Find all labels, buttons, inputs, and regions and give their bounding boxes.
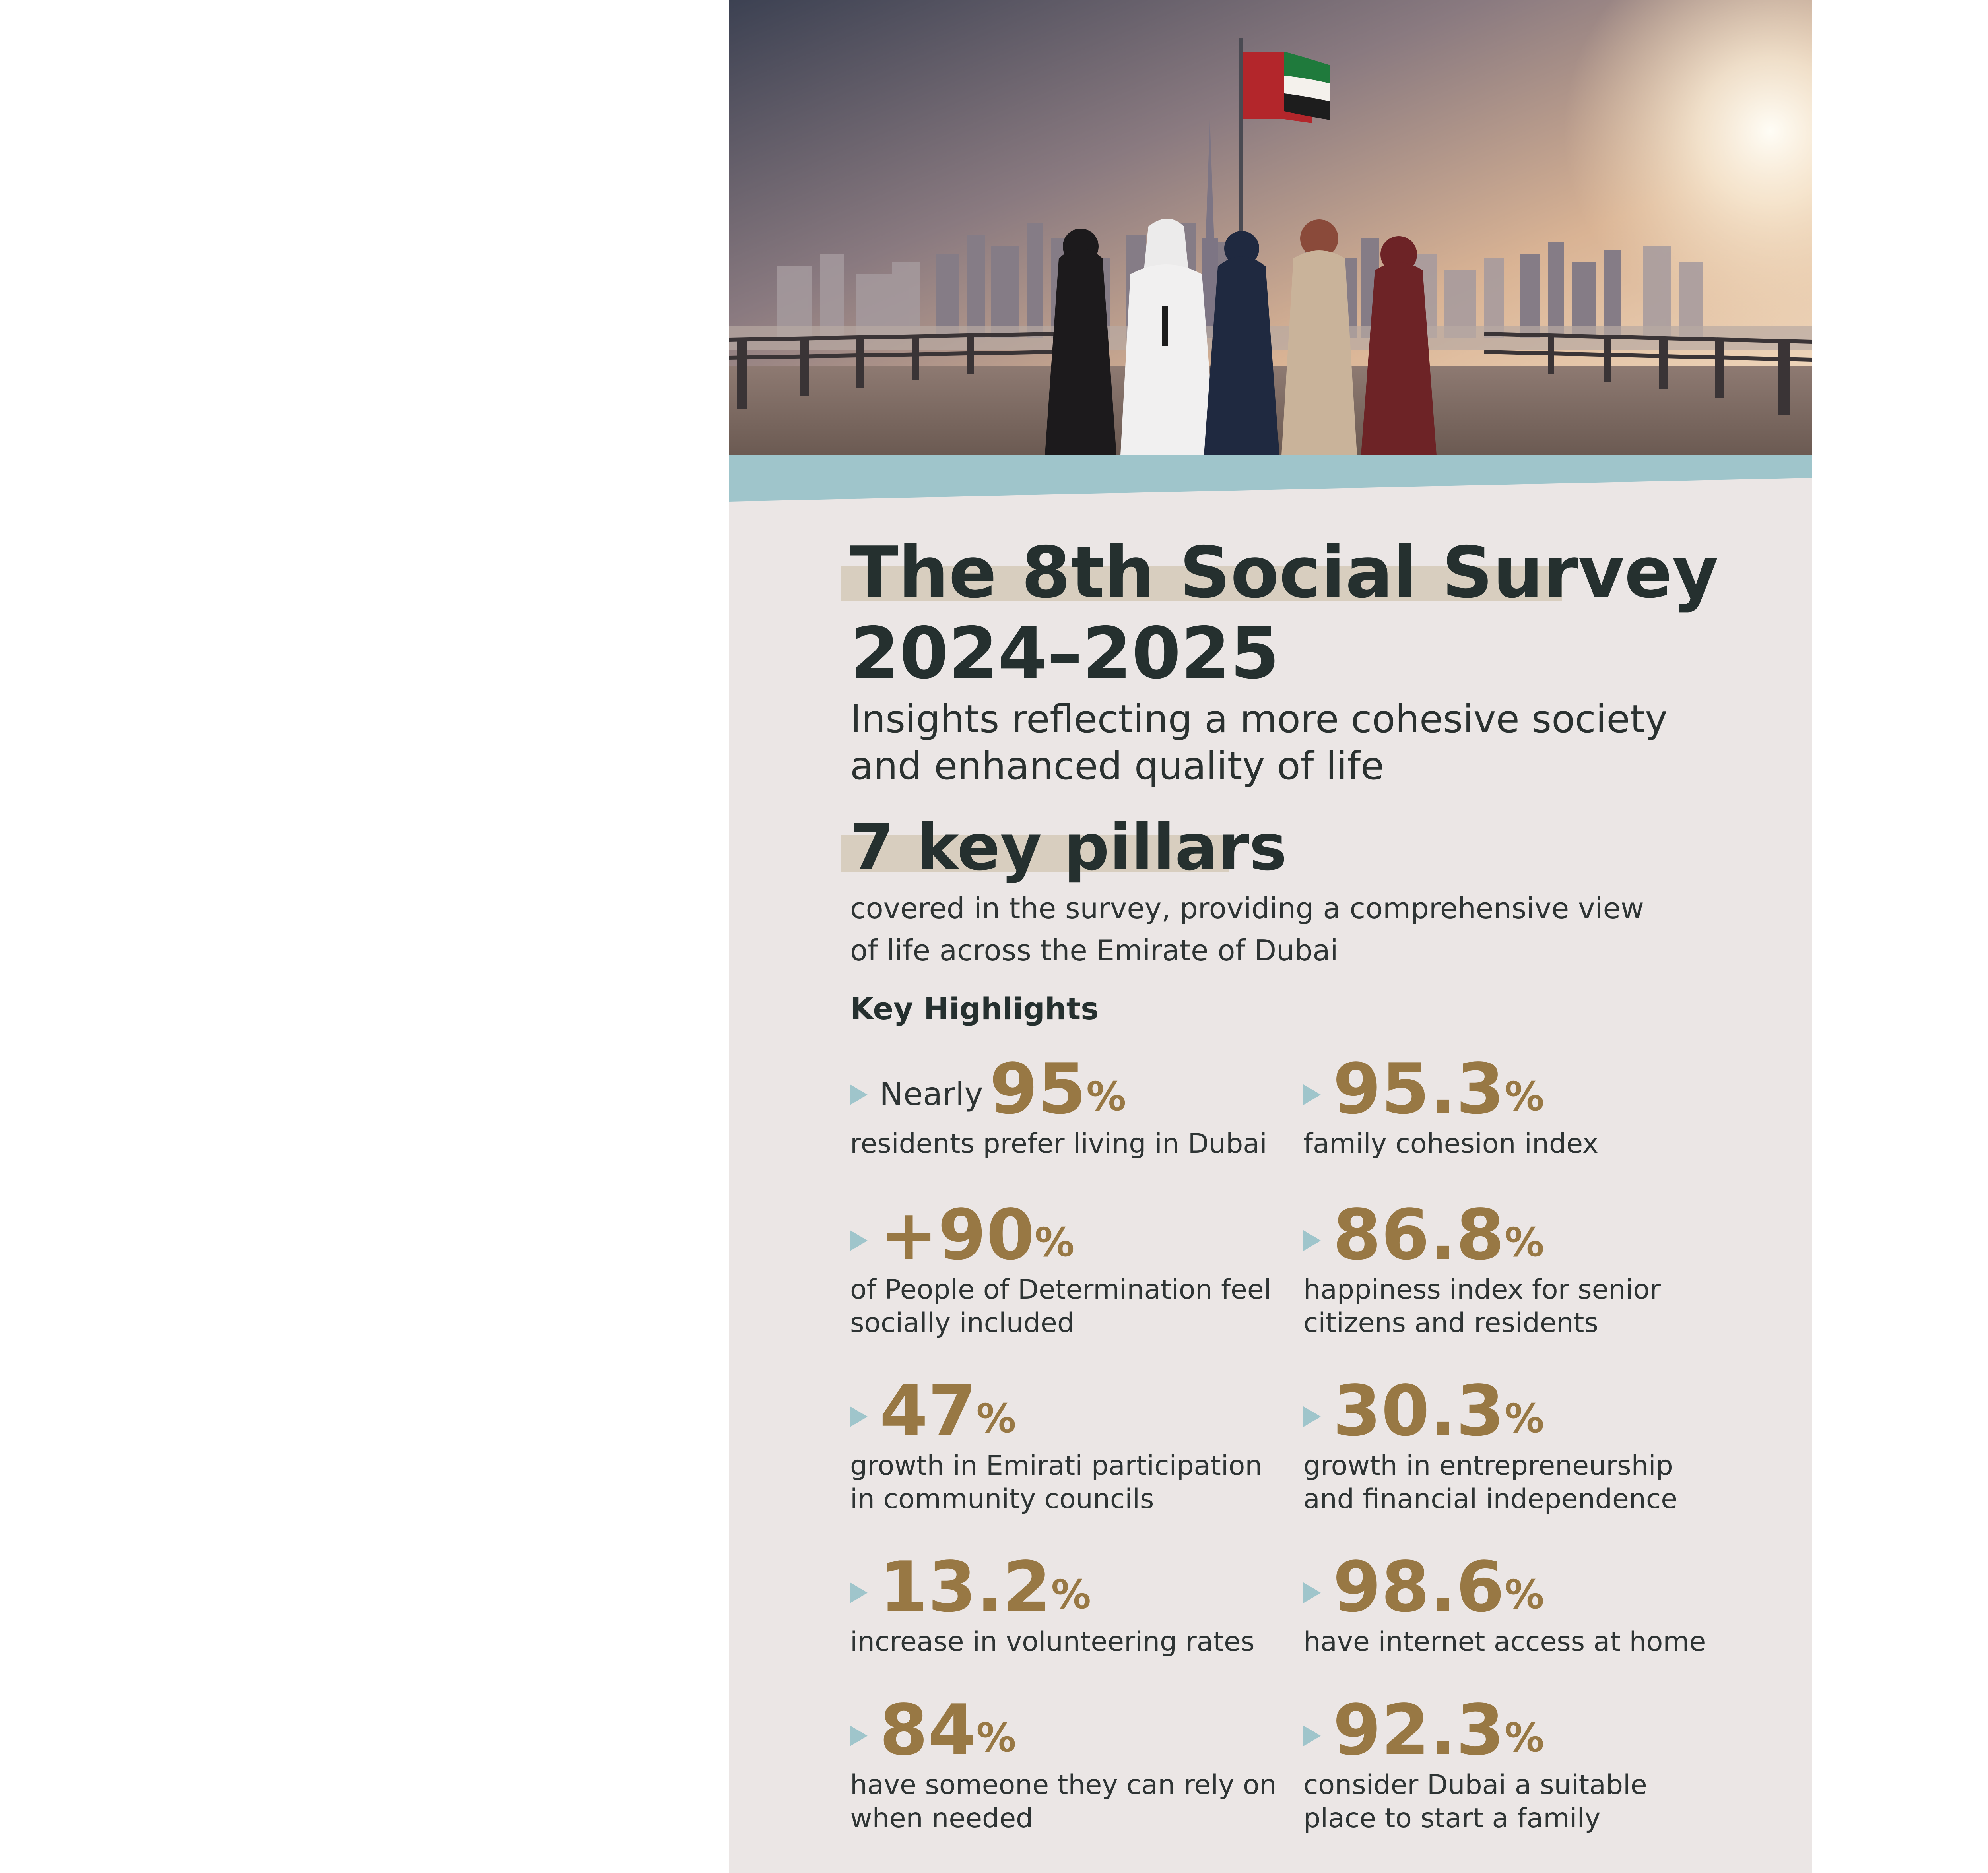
- key-highlights-label: Key Highlights: [850, 991, 1099, 1026]
- triangle-bullet-icon: [850, 1406, 868, 1427]
- stat-description: happiness index for senior citizens and residents: [1303, 1274, 1661, 1339]
- triangle-bullet-icon: [1303, 1726, 1321, 1746]
- stat-header: [850, 1049, 1279, 1130]
- stat-description: of People of Determination feel socially included: [850, 1274, 1272, 1339]
- stat-unit: %: [1086, 1073, 1126, 1120]
- skyline-illustration: [729, 0, 1812, 455]
- stat-value: 13.2: [879, 1547, 1051, 1628]
- stat-description: residents prefer living in Dubai: [850, 1128, 1267, 1159]
- survey-years: 2024–2025: [850, 612, 1279, 694]
- stat-item: [850, 1547, 1279, 1659]
- stat-description: growth in entrepreneurship and financial independence: [1303, 1450, 1678, 1515]
- poster: [729, 0, 1812, 1873]
- survey-subtitle: [850, 696, 1725, 789]
- stat-item: [1303, 1049, 1733, 1161]
- stat-description: consider Dubai a suitable place to start a family: [1303, 1769, 1647, 1834]
- stat-description: have internet access at home: [1303, 1626, 1706, 1658]
- stat-header: [1303, 1194, 1733, 1276]
- pillars-line-2: of life across the Emirate of Dubai: [850, 934, 1338, 967]
- stat-unit: %: [1504, 1219, 1544, 1266]
- uae-flag: [1242, 52, 1330, 123]
- stat-unit: %: [1504, 1714, 1544, 1761]
- stat-value: 47: [879, 1371, 977, 1452]
- stat-item: [1303, 1194, 1733, 1340]
- stat-header: [1303, 1547, 1733, 1628]
- stat-item: [1303, 1690, 1733, 1835]
- stat-value: 30.3: [1333, 1371, 1505, 1452]
- subtitle-line-1: Insights reflecting a more cohesive society: [850, 697, 1668, 741]
- pillars-line-1: covered in the survey, providing a comprehensive view: [850, 892, 1644, 925]
- survey-title: The 8th Social Survey: [850, 531, 1719, 614]
- stat-unit: %: [1504, 1395, 1544, 1442]
- stat-header: [850, 1547, 1279, 1628]
- subtitle-line-2: and enhanced quality of life: [850, 744, 1384, 788]
- stat-item: [850, 1371, 1279, 1516]
- triangle-bullet-icon: [850, 1084, 868, 1105]
- stat-item: [850, 1049, 1279, 1161]
- stat-unit: %: [1504, 1073, 1544, 1120]
- stat-header: [850, 1371, 1279, 1452]
- triangle-bullet-icon: [1303, 1406, 1321, 1427]
- pillars-description: [850, 887, 1644, 971]
- teal-accent-band: [729, 449, 1812, 505]
- triangle-bullet-icon: [1303, 1084, 1321, 1105]
- stat-unit: %: [1035, 1219, 1075, 1266]
- stat-item: [1303, 1547, 1733, 1659]
- stat-unit: %: [976, 1714, 1016, 1761]
- stat-header: [850, 1690, 1279, 1771]
- stat-unit: %: [1504, 1571, 1544, 1618]
- stat-header: [1303, 1690, 1733, 1771]
- triangle-bullet-icon: [1303, 1582, 1321, 1603]
- stat-value: 98.6: [1333, 1547, 1505, 1628]
- stat-item: [850, 1690, 1279, 1835]
- stat-item: [1303, 1371, 1733, 1516]
- stat-header: [1303, 1049, 1733, 1130]
- stat-description: have someone they can rely on when needed: [850, 1769, 1277, 1834]
- stat-description: increase in volunteering rates: [850, 1626, 1255, 1658]
- stat-value: 84: [879, 1690, 977, 1771]
- stat-value: +90: [879, 1194, 1035, 1276]
- stat-unit: %: [1051, 1571, 1091, 1618]
- triangle-bullet-icon: [850, 1582, 868, 1603]
- stat-value: 95.3: [1333, 1049, 1505, 1130]
- stat-prefix: Nearly: [879, 1075, 983, 1113]
- pillars-heading: 7 key pillars: [850, 810, 1287, 884]
- triangle-bullet-icon: [850, 1230, 868, 1251]
- stat-header: [850, 1194, 1279, 1276]
- stat-value: 86.8: [1333, 1194, 1505, 1276]
- stat-unit: %: [976, 1395, 1016, 1442]
- hero-image: [729, 0, 1812, 455]
- triangle-bullet-icon: [850, 1726, 868, 1746]
- stat-value: 92.3: [1333, 1690, 1505, 1771]
- stat-value: 95: [989, 1049, 1087, 1130]
- stat-header: [1303, 1371, 1733, 1452]
- stat-description: family cohesion index: [1303, 1128, 1599, 1159]
- triangle-bullet-icon: [1303, 1230, 1321, 1251]
- stat-item: [850, 1194, 1279, 1340]
- stat-description: growth in Emirati participation in community councils: [850, 1450, 1262, 1515]
